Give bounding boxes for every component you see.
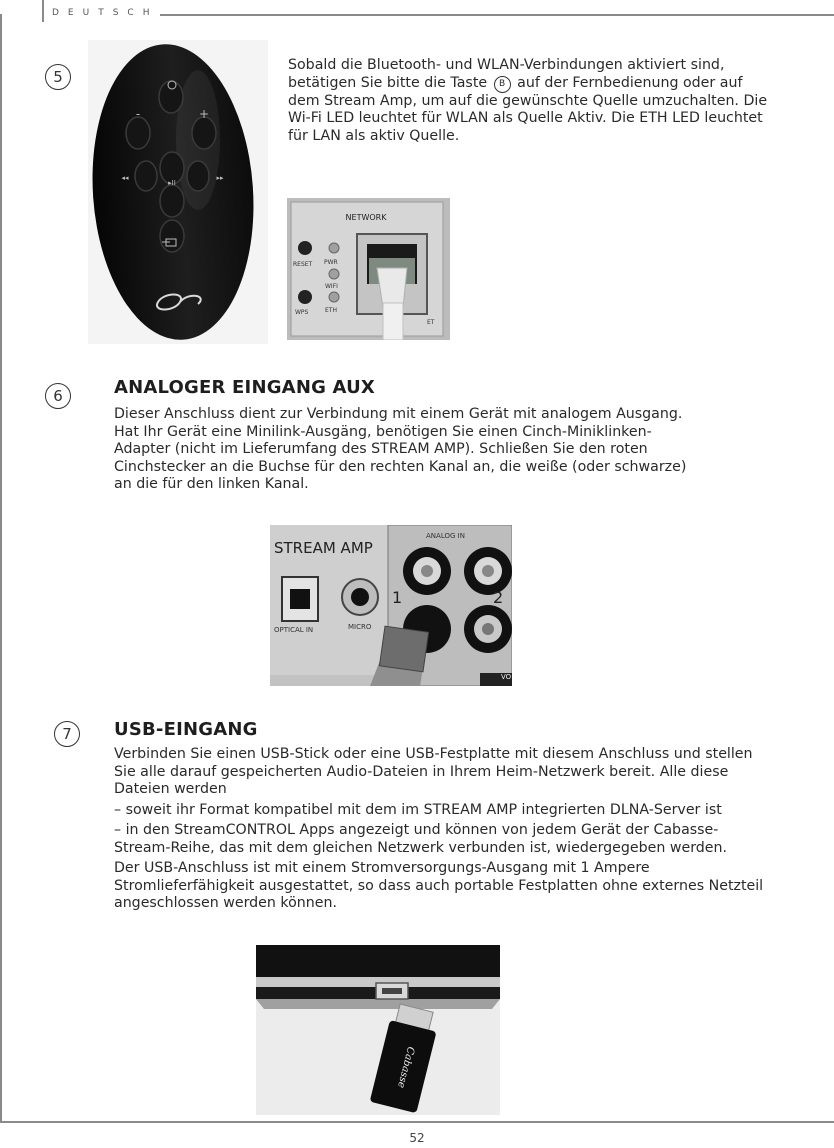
svg-text:ETH: ETH (325, 307, 337, 314)
section7-line: Stromlieferfähigkeit ausgestattet, so dass auch portable Festplatten ohne externes Netzteil (114, 877, 764, 894)
svg-text:▸II: ▸II (168, 179, 176, 187)
section6-line: Dieser Anschluss dient zur Verbindung mit einem Gerät mit analogem Ausgang. (114, 406, 683, 422)
page-frame-bottom (0, 1121, 834, 1123)
section5-paragraph (288, 57, 778, 145)
page-frame-left (0, 14, 2, 1122)
step-number-7: 7 (54, 721, 80, 747)
remote-control-drawing (88, 40, 268, 344)
section7-bullet-dlna: – soweit ihr Format kompatibel mit dem im STREAM AMP integrierten DLNA-Server ist (114, 801, 722, 818)
page-frame-top (160, 14, 834, 16)
svg-text:-: - (135, 107, 141, 121)
svg-text:ANALOG IN: ANALOG IN (426, 532, 465, 540)
svg-text:◂◂: ◂◂ (121, 174, 129, 182)
usb-stick-drawing (256, 945, 500, 1115)
section7-heading: USB-EINGANG (114, 719, 258, 740)
svg-text:+: + (198, 107, 210, 121)
svg-text:WPS: WPS (295, 309, 309, 316)
svg-text:2: 2 (493, 588, 504, 607)
section6-line: an die für den linken Kanal. (114, 476, 309, 492)
step-number-6: 6 (45, 383, 71, 409)
svg-text:OPTICAL IN: OPTICAL IN (274, 626, 314, 634)
section6-paragraph (114, 406, 734, 494)
section7-line: Verbinden Sie einen USB-Stick oder eine USB-Festplatte mit diesem Anschluss und stellen (114, 746, 753, 762)
step-number-5: 5 (45, 64, 71, 90)
section5-text-before-key: Sobald die Bluetooth- und WLAN-Verbindungen aktiviert sind, betätigen Sie bitte die Taste (288, 57, 725, 91)
header-language: DEUTSCH (52, 8, 159, 18)
usb-stick-photo (256, 945, 500, 1115)
source-key-icon: B (494, 76, 511, 93)
svg-text:ET: ET (427, 319, 435, 326)
section7-line: Dateien werden (114, 781, 227, 797)
section7-line: Sie alle darauf gespeicherten Audio-Dateien in Ihrem Heim-Netzwerk bereit. Alle diese (114, 763, 729, 780)
section7-intro (114, 746, 794, 913)
section7-bullet-apps-cont: Stream-Reihe, das mit dem gleichen Netzwerk verbunden ist, wiedergegeben werden. (114, 839, 728, 856)
svg-text:1: 1 (392, 588, 403, 607)
svg-text:▸▸: ▸▸ (216, 174, 224, 182)
header-tab-divider (42, 0, 44, 22)
svg-text:PWR: PWR (324, 259, 338, 266)
svg-text:WIFI: WIFI (325, 283, 338, 290)
svg-text:STREAM AMP: STREAM AMP (274, 539, 373, 557)
section6-line: Adapter (nicht im Lieferumfang des STREAM AMP). Schließen Sie den roten (114, 441, 648, 457)
svg-text:NETWORK: NETWORK (345, 213, 387, 222)
analog-input-photo (270, 525, 512, 686)
section7-line: Der USB-Anschluss ist mit einem Stromversorgungs-Ausgang mit 1 Ampere (114, 860, 650, 876)
svg-text:MICRO: MICRO (348, 623, 372, 631)
page-number: 52 (409, 1131, 425, 1145)
section6-line: Cinchstecker an die Buchse für den rechten Kanal an, die weiße (oder schwarze) (114, 458, 687, 475)
remote-control-photo (88, 40, 268, 344)
section7-line: angeschlossen werden können. (114, 895, 337, 911)
svg-text:VO: VO (501, 673, 512, 681)
section6-heading: ANALOGER EINGANG AUX (114, 377, 375, 398)
section7-bullet-apps: – in den StreamCONTROL Apps angezeigt und können von jedem Gerät der Cabasse- (114, 822, 719, 838)
section5-text-after-key: auf der Fernbedienung oder auf dem Stream Amp, um auf die gewünschte Quelle umzuchalten. Die Wi-Fi LED leuchtet für WLAN als Quelle Aktiv. Die ETH LED leuchtet für LAN als aktiv Quelle. (288, 74, 768, 144)
analog-input-drawing (270, 525, 512, 686)
network-panel-drawing (287, 198, 450, 340)
network-panel-photo (287, 198, 450, 340)
section6-line: Hat Ihr Gerät eine Minilink-Ausgäng, benötigen Sie einen Cinch-Miniklinken- (114, 423, 652, 440)
svg-text:RESET: RESET (293, 261, 313, 268)
svg-text:Cabasse: Cabasse (395, 1045, 416, 1090)
